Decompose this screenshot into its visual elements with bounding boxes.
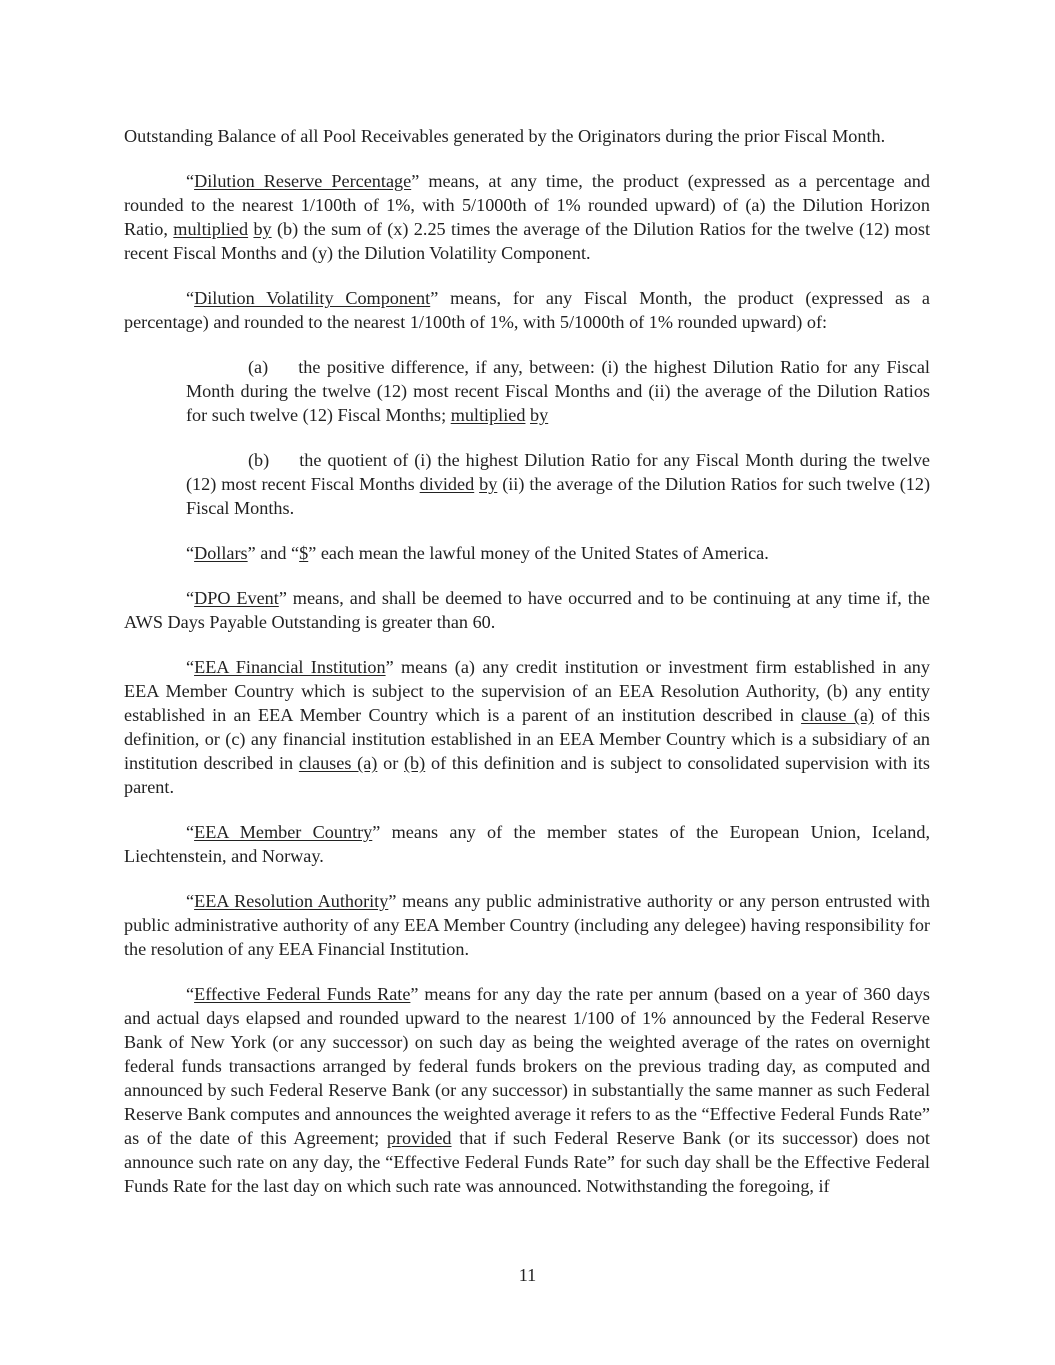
- subclause-text: the positive difference, if any, between: (i) the highest Dilution Ratio for any Fiscal Month during the twelve (12) most recent Fiscal Months and (ii) the average of the Dilution Ratios for such twelve (12) Fiscal Months;: [186, 357, 930, 425]
- definition-dpo-event: [124, 586, 930, 634]
- defined-term: EEA Member Country: [194, 822, 373, 842]
- underlined-word: multiplied: [173, 219, 249, 239]
- definition-eea-resolution-authority: [124, 889, 930, 961]
- underlined-word: by: [479, 474, 498, 494]
- subclause-label: (b): [248, 450, 270, 470]
- defined-term: EEA Financial Institution: [194, 657, 386, 677]
- subclause-text: (ii) the average of the Dilution Ratios for such twelve (12) Fiscal Months.: [186, 474, 931, 518]
- subclause-label: (a): [248, 357, 269, 377]
- underlined-word: provided: [386, 1128, 452, 1148]
- underlined-word: divided: [419, 474, 475, 494]
- open-quote: “: [186, 288, 195, 308]
- definition-text: of this definition and is subject to consolidated supervision with its parent.: [124, 753, 930, 797]
- open-quote: “: [186, 171, 195, 191]
- definition-text: ” means for any day the rate per annum (based on a year of 360 days and actual days elapsed and rounded upward to the nearest 1/100 of 1% announced by the Federal Reserve Bank of New York (or any successor) on such day as being the weighted average of the rates on overnight federal funds transactions arranged by federal funds brokers on the previous trading day, as computed and announced by such Federal Reserve Bank (or any successor) in substantially the same manner as such Federal Reserve Bank computes and announces the weighted average it refers to as the “Effective Federal Funds Rate” as of the date of this Agreement;: [124, 984, 930, 1148]
- definition-text: ” each mean the lawful money of the United States of America.: [308, 543, 769, 563]
- underlined-word: by: [253, 219, 272, 239]
- clause-reference: clause (a): [801, 705, 874, 725]
- underlined-word: multiplied: [450, 405, 526, 425]
- defined-term: Dilution Reserve Percentage: [194, 171, 412, 191]
- clause-reference: clauses (a): [298, 753, 378, 773]
- definition-effective-federal-funds-rate: [124, 982, 930, 1198]
- open-quote: “: [186, 984, 195, 1004]
- definition-text: or: [377, 753, 404, 773]
- dollar-sign-term: $: [299, 543, 309, 563]
- definition-eea-member-country: [124, 820, 930, 868]
- definition-dilution-reserve-percentage: [124, 169, 930, 265]
- defined-term: DPO Event: [194, 588, 279, 608]
- definition-text: ” means, and shall be deemed to have occurred and to be continuing at any time if, the AWS Days Payable Outstanding is greater than 60.: [124, 588, 930, 632]
- definition-text: ” means, at any time, the product (expressed as a percentage and rounded to the nearest 1/100th of 1%, with 5/1000th of 1% rounded upward) of (a) the Dilution Horizon Ratio,: [124, 171, 930, 239]
- definition-dilution-volatility-component: [124, 286, 930, 334]
- defined-term: Dollars: [194, 543, 248, 563]
- open-quote: “: [186, 891, 195, 911]
- clause-reference: (b): [404, 753, 426, 773]
- definition-eea-financial-institution: [124, 655, 930, 799]
- underlined-word: by: [530, 405, 549, 425]
- definition-text: that if such Federal Reserve Bank (or its successor) does not announce such rate on any day, the “Effective Federal Funds Rate” for such day shall be the Effective Federal Funds Rate for the last day on which such rate was announced. Notwithstanding the foregoing, if: [124, 1128, 930, 1196]
- definition-text: ” means any of the member states of the European Union, Iceland, Liechtenstein, and Norway.: [124, 822, 930, 866]
- definition-dollars: [124, 541, 930, 565]
- definition-text: ” means any public administrative authority or any person entrusted with public administrative authority of any EEA Member Country (including any delegee) having responsibility for the resolution of any EEA Financial Institution.: [124, 891, 930, 959]
- page-number: 11: [518, 1265, 537, 1285]
- open-quote: “: [186, 657, 195, 677]
- continuation-paragraph: Outstanding Balance of all Pool Receivables generated by the Originators during the prior Fiscal Month.: [124, 126, 886, 146]
- document-page: [124, 124, 930, 1219]
- subclause-a: [186, 355, 930, 427]
- definition-text: ” means (a) any credit institution or investment firm established in any EEA Member Country which is subject to the supervision of an EEA Resolution Authority, (b) any entity established in an EEA Member Country which is a parent of an institution described in: [124, 657, 930, 725]
- definition-text: ” and “: [247, 543, 300, 563]
- defined-term: EEA Resolution Authority: [194, 891, 389, 911]
- subclause-text: the quotient of (i) the highest Dilution Ratio for any Fiscal Month during the twelve (12) most recent Fiscal Months: [186, 450, 930, 494]
- definition-text: (b) the sum of (x) 2.25 times the average of the Dilution Ratios for the twelve (12) most recent Fiscal Months and (y) the Dilution Volatility Component.: [124, 219, 930, 263]
- open-quote: “: [186, 543, 195, 563]
- definition-text: of this definition, or (c) any financial institution established in an EEA Member Country which is a subsidiary of an institution described in: [124, 705, 930, 773]
- open-quote: “: [186, 588, 195, 608]
- open-quote: “: [186, 822, 195, 842]
- subclause-b: [186, 448, 930, 520]
- defined-term: Effective Federal Funds Rate: [194, 984, 411, 1004]
- defined-term: Dilution Volatility Component: [194, 288, 431, 308]
- definition-text: ” means, for any Fiscal Month, the product (expressed as a percentage) and rounded to the nearest 1/100th of 1%, with 5/1000th of 1% rounded upward) of:: [124, 288, 930, 332]
